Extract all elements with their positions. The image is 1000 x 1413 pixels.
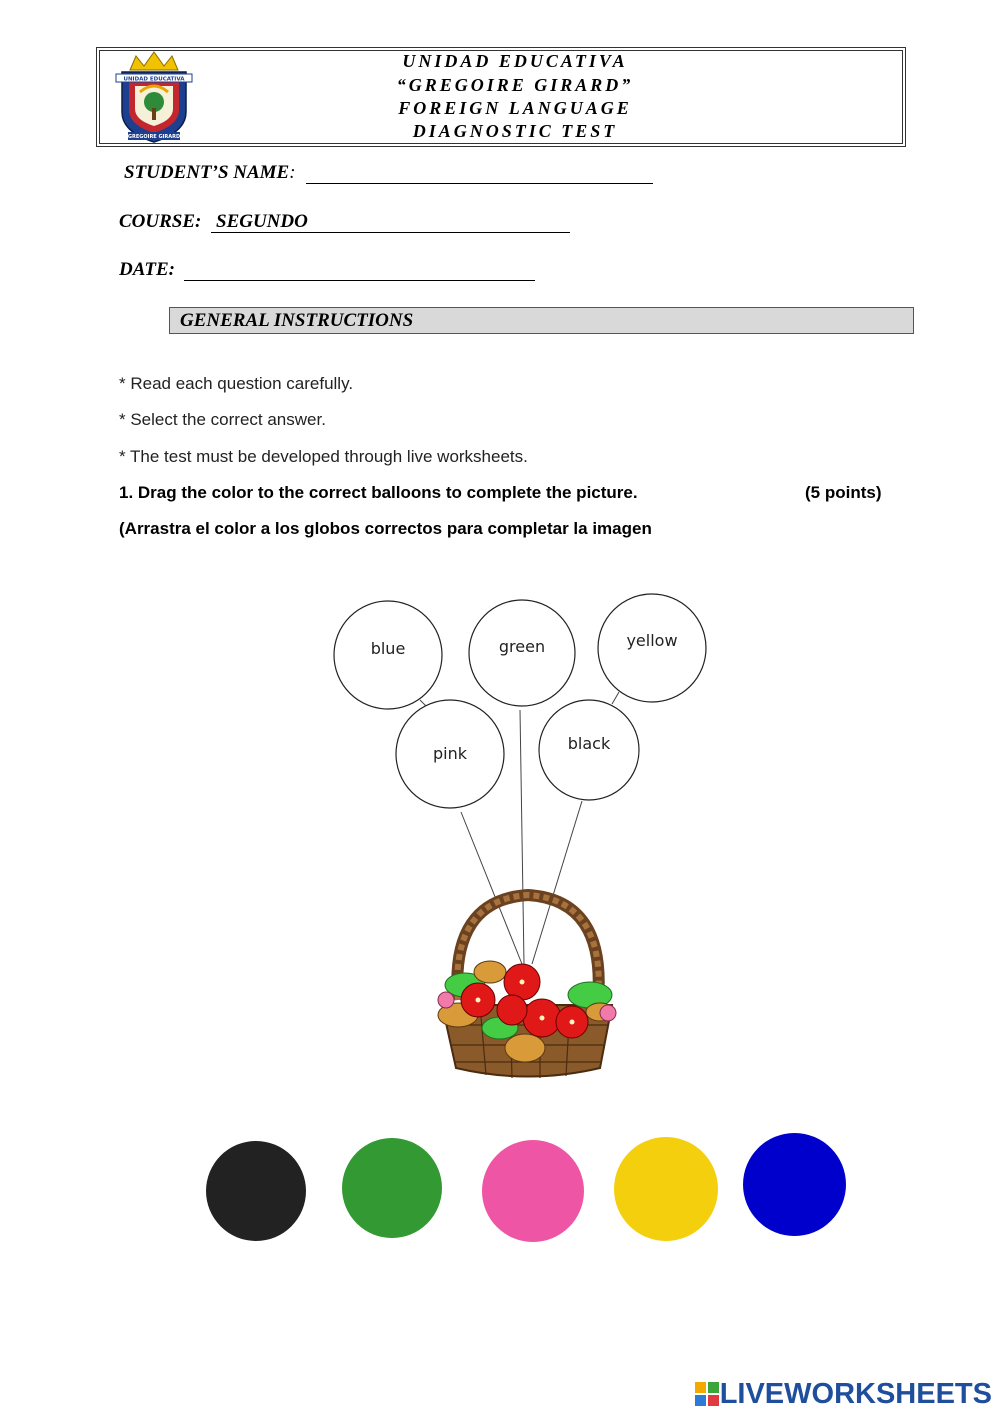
logo-banner-bottom: GREGOIRE GIRARD <box>127 134 181 140</box>
liveworksheets-brand <box>694 1379 992 1409</box>
date-field[interactable] <box>184 280 535 281</box>
student-name-label-text: STUDENT’S NAME <box>124 162 290 183</box>
date-label: DATE: <box>119 259 175 280</box>
instructions-bar <box>169 307 914 334</box>
question-1-points: (5 points) <box>805 483 882 502</box>
liveworksheets-logo-icon <box>694 1381 720 1407</box>
instructions-title: GENERAL INSTRUCTIONS <box>180 310 414 331</box>
color-swatch-yellow[interactable] <box>614 1137 718 1241</box>
balloon-label: yellow <box>626 631 678 650</box>
instruction-bullet: * The test must be developed through live worksheets. <box>119 447 528 466</box>
color-swatch-pink[interactable] <box>482 1140 584 1242</box>
course-label: COURSE: <box>119 211 202 232</box>
instruction-bullet: * Read each question carefully. <box>119 374 354 393</box>
logo-banner-top: UNIDAD EDUCATIVA <box>123 76 185 83</box>
balloon-label: pink <box>432 744 468 763</box>
liveworksheets-text: LIVEWORKSHEETS <box>719 1377 992 1410</box>
instruction-bullet: * Select the correct answer. <box>119 410 326 429</box>
balloon-label: black <box>567 734 611 753</box>
test-title: DIAGNOSTIC TEST <box>412 121 618 141</box>
flower-basket-icon <box>438 895 616 1078</box>
color-swatch-black[interactable] <box>206 1141 306 1241</box>
school-crest-icon <box>112 50 196 146</box>
question-1-translation: (Arrastra el color a los globos correctos para completar la imagen <box>119 519 652 538</box>
balloon-basket-picture <box>300 580 740 1090</box>
color-swatch-blue[interactable] <box>743 1133 846 1236</box>
subject-title: FOREIGN LANGUAGE <box>398 98 632 118</box>
student-name-label <box>124 162 296 184</box>
balloon-label: green <box>498 637 546 656</box>
school-name-line1: UNIDAD EDUCATIVA <box>402 51 628 71</box>
student-name-colon: : <box>289 162 296 183</box>
question-1-text: 1. Drag the color to the correct balloons to complete the picture. <box>119 483 638 502</box>
course-value: SEGUNDO <box>216 211 308 232</box>
school-name-line2: “GREGOIRE GIRARD” <box>396 75 634 95</box>
color-swatch-green[interactable] <box>342 1138 442 1238</box>
balloon-label: blue <box>370 639 406 658</box>
student-name-field[interactable] <box>306 183 653 184</box>
